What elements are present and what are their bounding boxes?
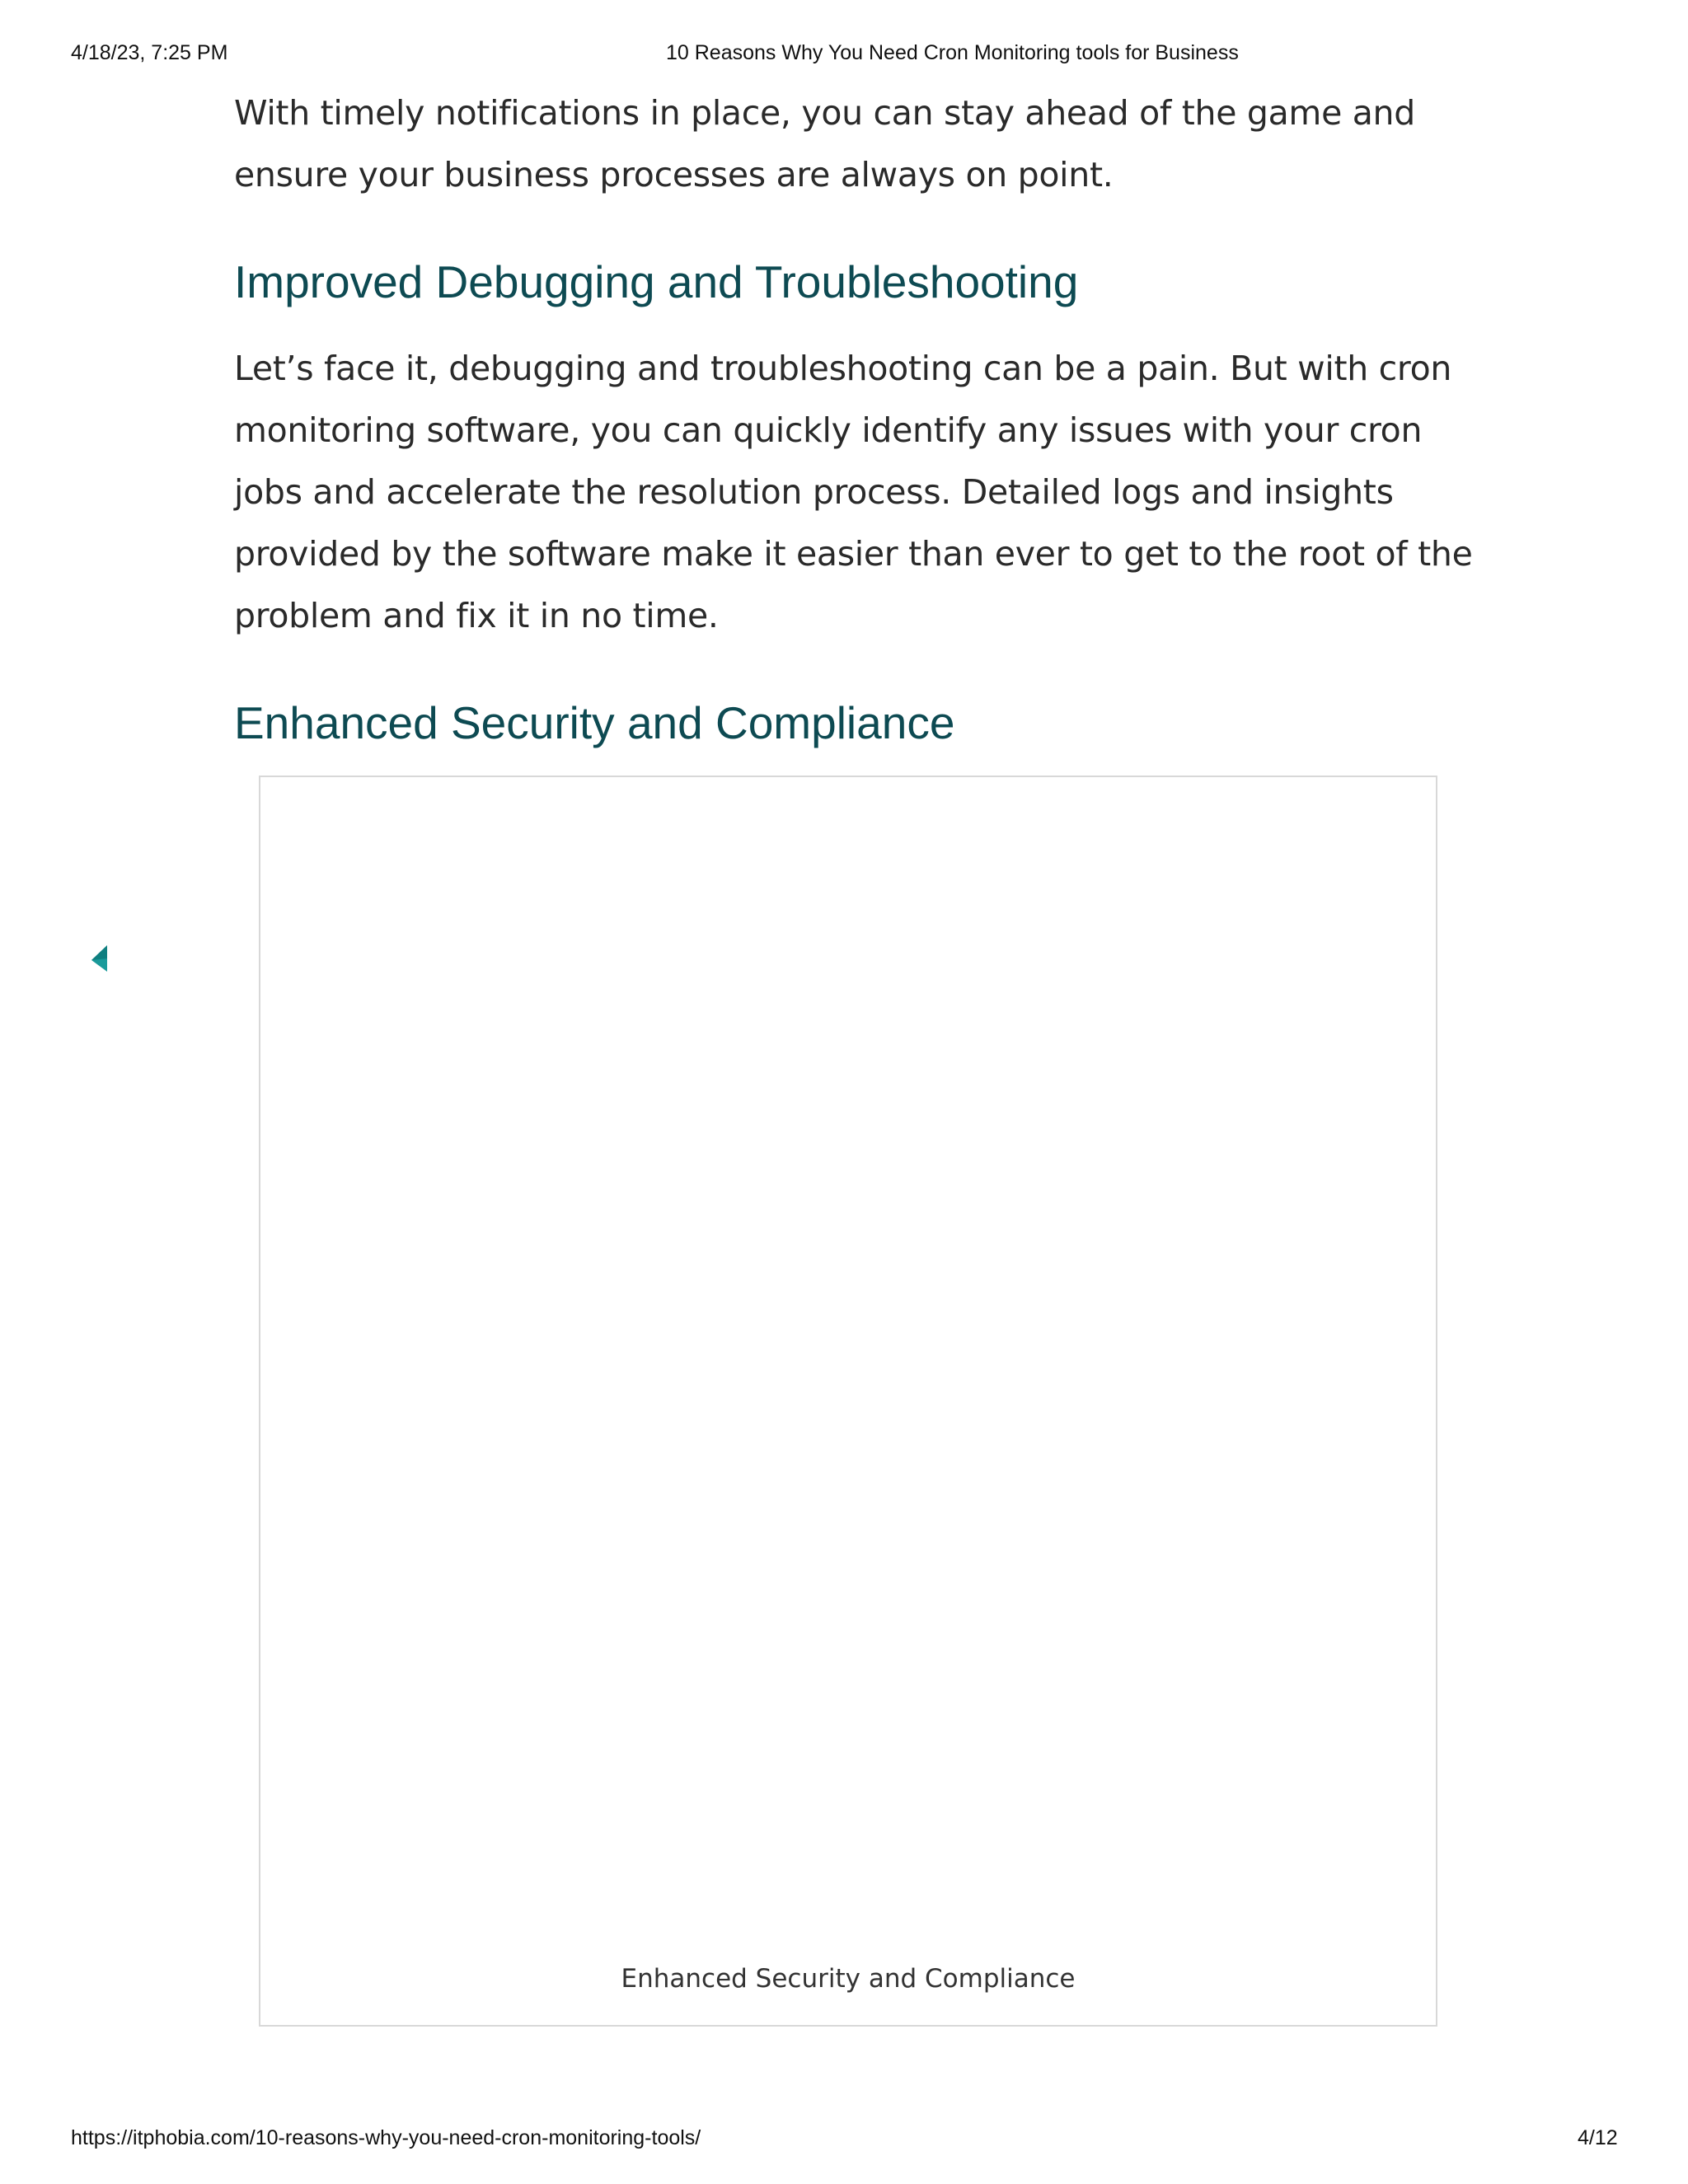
paragraph-line: problem and fix it in no time. — [234, 596, 719, 635]
paragraph-line: monitoring software, you can quickly identify any issues with your cron — [234, 410, 1423, 450]
paragraph-line: Let’s face it, debugging and troubleshooting can be a pain. But with cron — [234, 349, 1452, 388]
figure-image-frame — [259, 776, 1437, 2027]
print-document-title: 10 Reasons Why You Need Cron Monitoring tools for Business — [666, 41, 1239, 64]
intro-paragraph — [234, 82, 1415, 206]
print-header — [0, 41, 1688, 68]
paragraph-line: With timely notifications in place, you can stay ahead of the game and — [234, 93, 1415, 133]
paragraph-line: ensure your business processes are always on point. — [234, 155, 1114, 194]
paragraph-line: jobs and accelerate the resolution process. Detailed logs and insights — [234, 472, 1394, 512]
section-heading-debugging: Improved Debugging and Troubleshooting — [234, 256, 1079, 307]
page-number: 4/12 — [1578, 2126, 1618, 2149]
print-url: https://itphobia.com/10-reasons-why-you-need-cron-monitoring-tools/ — [71, 2126, 701, 2149]
caret-left-icon[interactable] — [89, 944, 110, 973]
section-heading-security: Enhanced Security and Compliance — [234, 697, 955, 748]
debugging-paragraph — [234, 338, 1473, 647]
paragraph-line: provided by the software make it easier than ever to get to the root of the — [234, 534, 1473, 574]
print-footer — [0, 2126, 1688, 2153]
caret-left-icon-svg — [89, 944, 110, 973]
figure-caption: Enhanced Security and Compliance — [621, 1964, 1076, 1994]
print-datetime: 4/18/23, 7:25 PM — [71, 41, 228, 64]
